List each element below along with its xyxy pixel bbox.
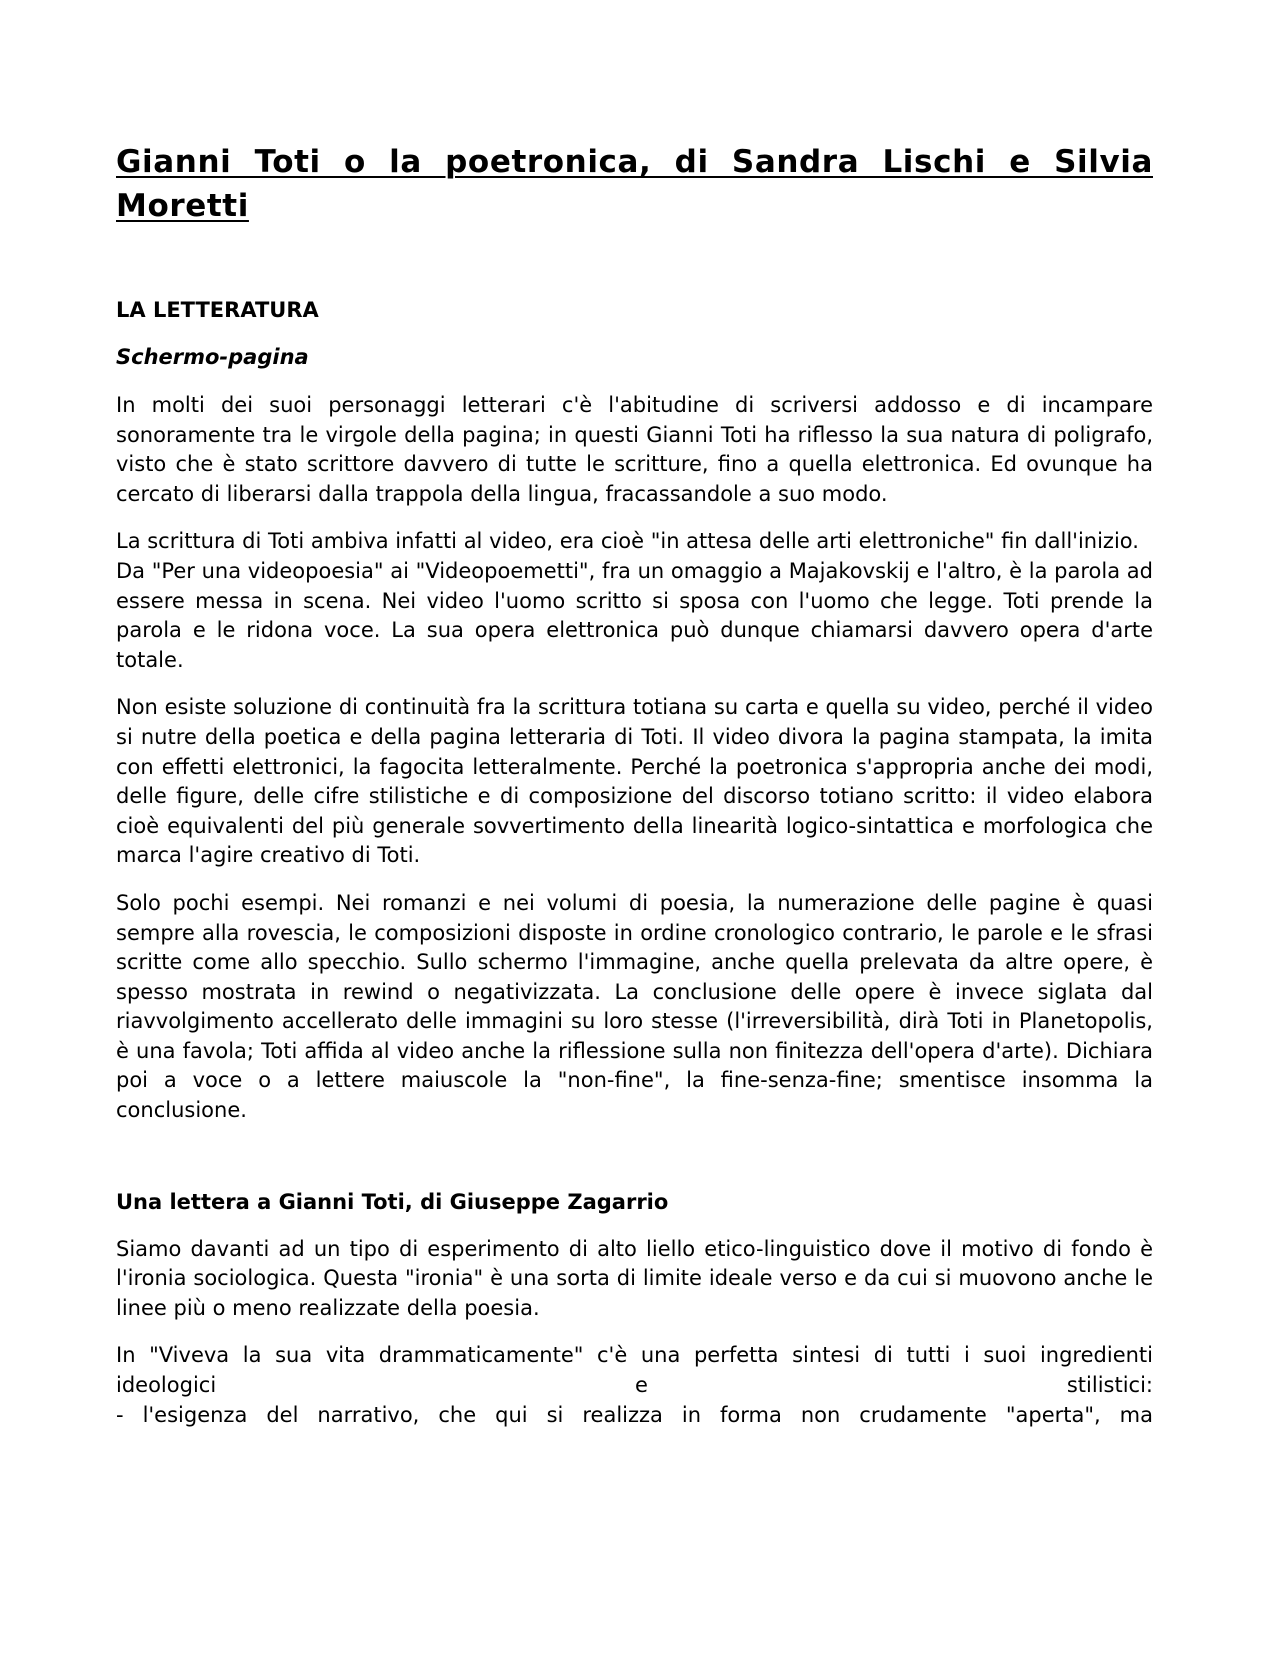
document-title: Gianni Toti o la poetronica, di Sandra Lischi e Silvia Moretti	[116, 144, 1153, 224]
section-heading-letteratura: LA LETTERATURA	[116, 298, 319, 322]
paragraph-1: In molti dei suoi personaggi letterari c'è l'abitudine di scriversi addosso e di incampare sonoramente tra le virgole della pagina; in questi Gianni Toti ha riflesso la sua natura di poligrafo, visto che è stato scrittore davvero di tutte le scritture, fino a quella elettronica. Ed ovunque ha cercato di liberarsi dalla trappola della lingua, fracassandole a suo modo.	[116, 393, 1153, 506]
paragraph-7: In "Viveva la sua vita drammaticamente" c'è una perfetta sintesi di tutti i suoi ingredienti ideologici e stilistici:	[116, 1343, 1153, 1398]
document-page	[116, 140, 1153, 1430]
section-heading-lettera: Una lettera a Gianni Toti, di Giuseppe Zagarrio	[116, 1189, 669, 1214]
paragraph-2: La scrittura di Toti ambiva infatti al video, era cioè "in attesa delle arti elettroniche" fin dall'inizio.	[116, 529, 1139, 554]
paragraph-3: Da "Per una videopoesia" ai "Videopoemetti", fra un omaggio a Majakovskij e l'altro, è la parola ad essere messa in scena. Nei video l'uomo scritto si sposa con l'uomo che legge. Toti prende la parola e le ridona voce. La sua opera elettronica può dunque chiamarsi davvero opera d'arte totale.	[116, 558, 1153, 672]
paragraph-5: Solo pochi esempi. Nei romanzi e nei volumi di poesia, la numerazione delle pagine è quasi sempre alla rovescia, le composizioni disposte in ordine cronologico contrario, le parole e le sfrasi scritte come allo specchio. Sullo schermo l'immagine, anche quella prelevata da altre opere, è spesso mostrata in rewind o negativizzata. La conclusione delle opere è invece siglata dal riavvolgimento accellerato delle immagini su loro stesse (l'irreversibilità, dirà Toti in Planetopolis, è una favola; Toti affida al video anche la riflessione sulla non finitezza dell'opera d'arte). Dichiara poi a voce o a lettere maiuscole la "non-fine", la fine-senza-fine; smentisce insomma la conclusione.	[116, 890, 1153, 1123]
paragraph-4: Non esiste soluzione di continuità fra la scrittura totiana su carta e quella su video, perché il video si nutre della poetica e della pagina letteraria di Toti. Il video divora la pagina stampata, la imita con effetti elettronici, la fagocita letteralmente. Perché la poetronica s'appropria anche dei modi, delle figure, delle cifre stilistiche e di composizione del discorso totiano scritto: il video elabora cioè equivalenti del più generale sovvertimento della linearità logico-sintattica e morfologica che marca l'agire creativo di Toti.	[116, 695, 1153, 868]
paragraph-8: - l'esigenza del narrativo, che qui si realizza in forma non crudamente "aperta", ma	[116, 1402, 1153, 1427]
paragraph-6: Siamo davanti ad un tipo di esperimento di alto liello etico-linguistico dove il motivo di fondo è l'ironia sociologica. Questa "ironia" è una sorta di limite ideale verso e da cui si muovono anche le linee più o meno realizzate della poesia.	[116, 1236, 1153, 1320]
subheading-schermo-pagina: Schermo-pagina	[116, 345, 309, 369]
